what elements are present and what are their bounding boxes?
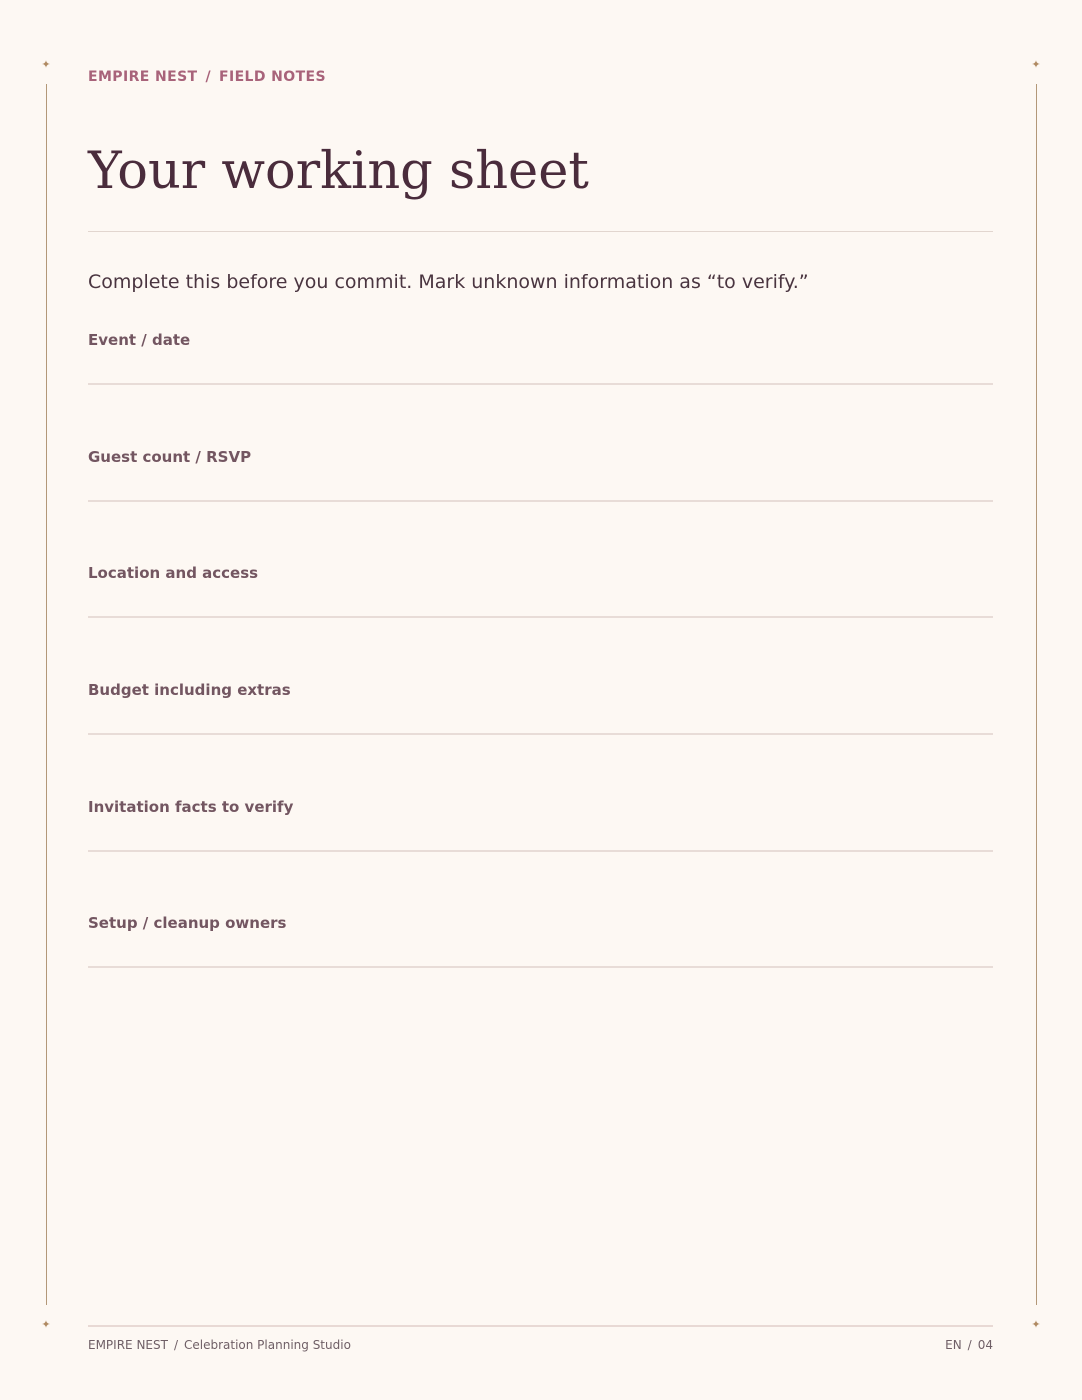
footer-divider	[88, 1325, 993, 1327]
footer-studio: Celebration Planning Studio	[184, 1338, 351, 1352]
write-in-line[interactable]	[88, 850, 993, 852]
left-border-rule	[46, 84, 47, 1305]
field-label: Guest count / RSVP	[88, 448, 252, 466]
title-divider	[88, 231, 993, 232]
write-in-line[interactable]	[88, 733, 993, 735]
breadcrumb-section: FIELD NOTES	[219, 69, 326, 85]
footer-brand-line	[88, 1338, 351, 1352]
field-label: Event / date	[88, 331, 191, 349]
breadcrumb-brand: EMPIRE NEST	[88, 69, 198, 85]
field-label: Invitation facts to verify	[88, 798, 294, 816]
field-label: Location and access	[88, 564, 259, 582]
footer-language: EN	[945, 1338, 962, 1352]
write-in-line[interactable]	[88, 966, 993, 968]
footer-page-info	[945, 1338, 993, 1352]
corner-star-icon: ✦	[1031, 1318, 1041, 1331]
footer-brand: EMPIRE NEST	[88, 1338, 168, 1352]
right-border-rule	[1036, 84, 1037, 1305]
page-number: 04	[977, 1338, 993, 1352]
write-in-line[interactable]	[88, 616, 993, 618]
breadcrumb-separator: /	[205, 69, 212, 85]
corner-star-icon: ✦	[41, 58, 51, 71]
write-in-line[interactable]	[88, 500, 993, 502]
corner-star-icon: ✦	[1031, 58, 1041, 71]
corner-star-icon: ✦	[41, 1318, 51, 1331]
write-in-line[interactable]	[88, 383, 993, 385]
intro-text: Complete this before you commit. Mark unknown information as “to verify.”	[88, 271, 809, 293]
footer-separator: /	[967, 1338, 972, 1352]
field-label: Budget including extras	[88, 681, 291, 699]
breadcrumb	[88, 69, 326, 85]
footer-separator: /	[173, 1338, 178, 1352]
field-label: Setup / cleanup owners	[88, 914, 287, 932]
page-title: Your working sheet	[88, 142, 589, 201]
